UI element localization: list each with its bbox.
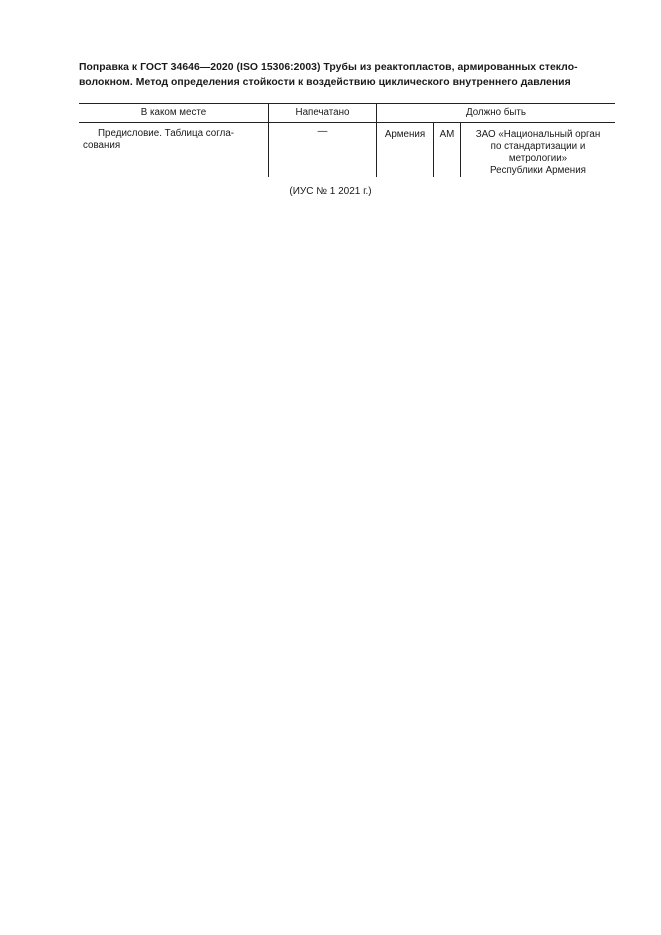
source-note: (ИУС № 1 2021 г.) xyxy=(289,186,372,197)
table-row xyxy=(79,123,615,178)
title-line-2: волокном. Метод определения стойкости к воздействию циклического внутреннего давления xyxy=(79,77,571,88)
header-printed: Напечатано xyxy=(269,104,377,123)
cell-place xyxy=(79,123,269,178)
correction-title xyxy=(79,60,615,90)
title-line-1: Поправка к ГОСТ 34646—2020 (ISO 15306:2003) Трубы из реактопластов, армированных стекло- xyxy=(79,62,578,73)
cell-country: Армения xyxy=(377,123,434,178)
header-where: В каком месте xyxy=(79,104,269,123)
cell-printed: — xyxy=(269,123,377,178)
table-header-row xyxy=(79,104,615,123)
place-line-2: сования xyxy=(83,140,121,151)
org-line-3: Республики Армения xyxy=(490,165,586,176)
cell-organization xyxy=(461,123,616,178)
cell-country-code: AM xyxy=(434,123,461,178)
org-line-2: по стандартизации и метрологии» xyxy=(490,141,586,164)
correction-table xyxy=(79,103,615,177)
header-should-be: Должно быть xyxy=(377,104,616,123)
place-line-1: Предисловие. Таблица согла- xyxy=(98,128,235,139)
org-line-1: ЗАО «Национальный орган xyxy=(475,129,601,140)
